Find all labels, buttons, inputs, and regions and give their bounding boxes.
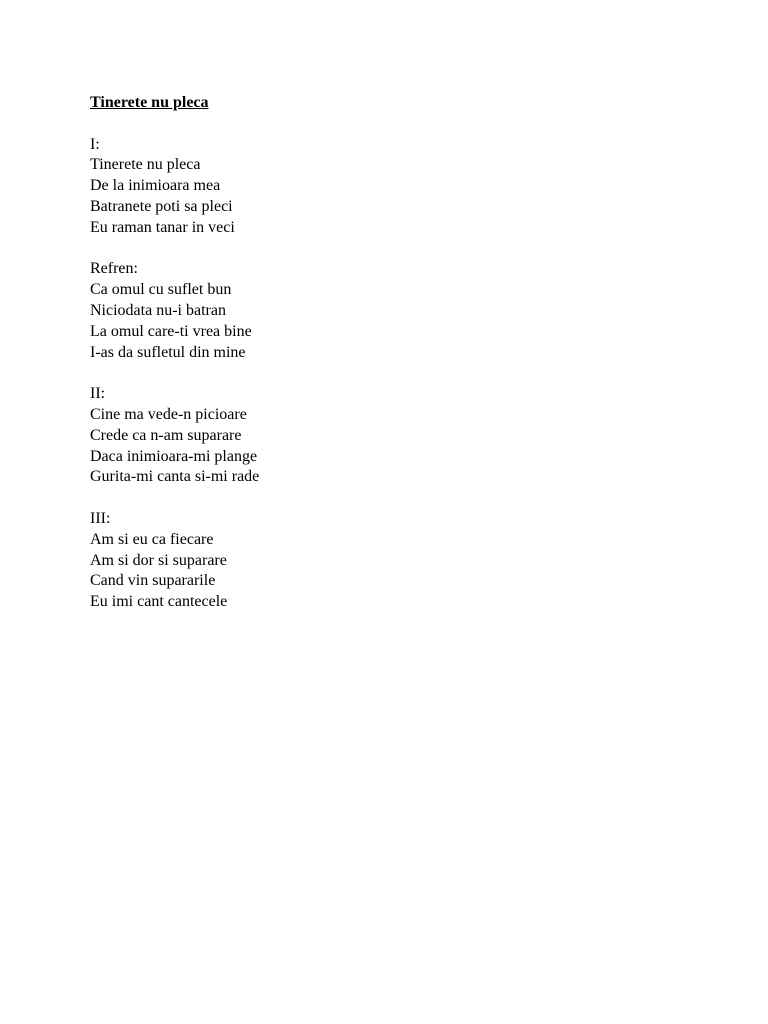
stanza-1 [90,135,690,239]
spacer [90,363,690,384]
stanza-refren [90,259,690,363]
verse-line: Crede ca n-am suparare [90,426,242,444]
verse-line: Tinerete nu pleca [90,156,201,174]
verse-line: I-as da sufletul din mine [90,343,246,361]
stanza-2 [90,384,690,488]
document-content [90,93,690,613]
stanza-heading: I: [90,135,100,153]
verse-line: Ca omul cu suflet bun [90,281,232,299]
verse-line: Eu imi cant cantecele [90,593,228,611]
spacer [90,239,690,260]
verse-line: Am si dor si suparare [90,551,227,569]
verse-line: De la inimioara mea [90,177,221,195]
verse-line: La omul care-ti vrea bine [90,322,252,340]
stanza-3 [90,509,690,613]
stanza-heading: II: [90,385,106,403]
verse-line: Cand vin supararile [90,572,216,590]
verse-line: Niciodata nu-i batran [90,301,226,319]
stanza-heading: III: [90,509,111,527]
verse-line: Cine ma vede-n picioare [90,405,247,423]
spacer [90,488,690,509]
verse-line: Batranete poti sa pleci [90,197,233,215]
spacer [90,114,690,135]
document-title: Tinerete nu pleca [90,94,209,111]
verse-line: Eu raman tanar in veci [90,218,235,236]
verse-line: Daca inimioara-mi plange [90,447,258,465]
verse-line: Gurita-mi canta si-mi rade [90,468,260,486]
verse-line: Am si eu ca fiecare [90,530,214,548]
stanza-heading: Refren: [90,260,138,278]
